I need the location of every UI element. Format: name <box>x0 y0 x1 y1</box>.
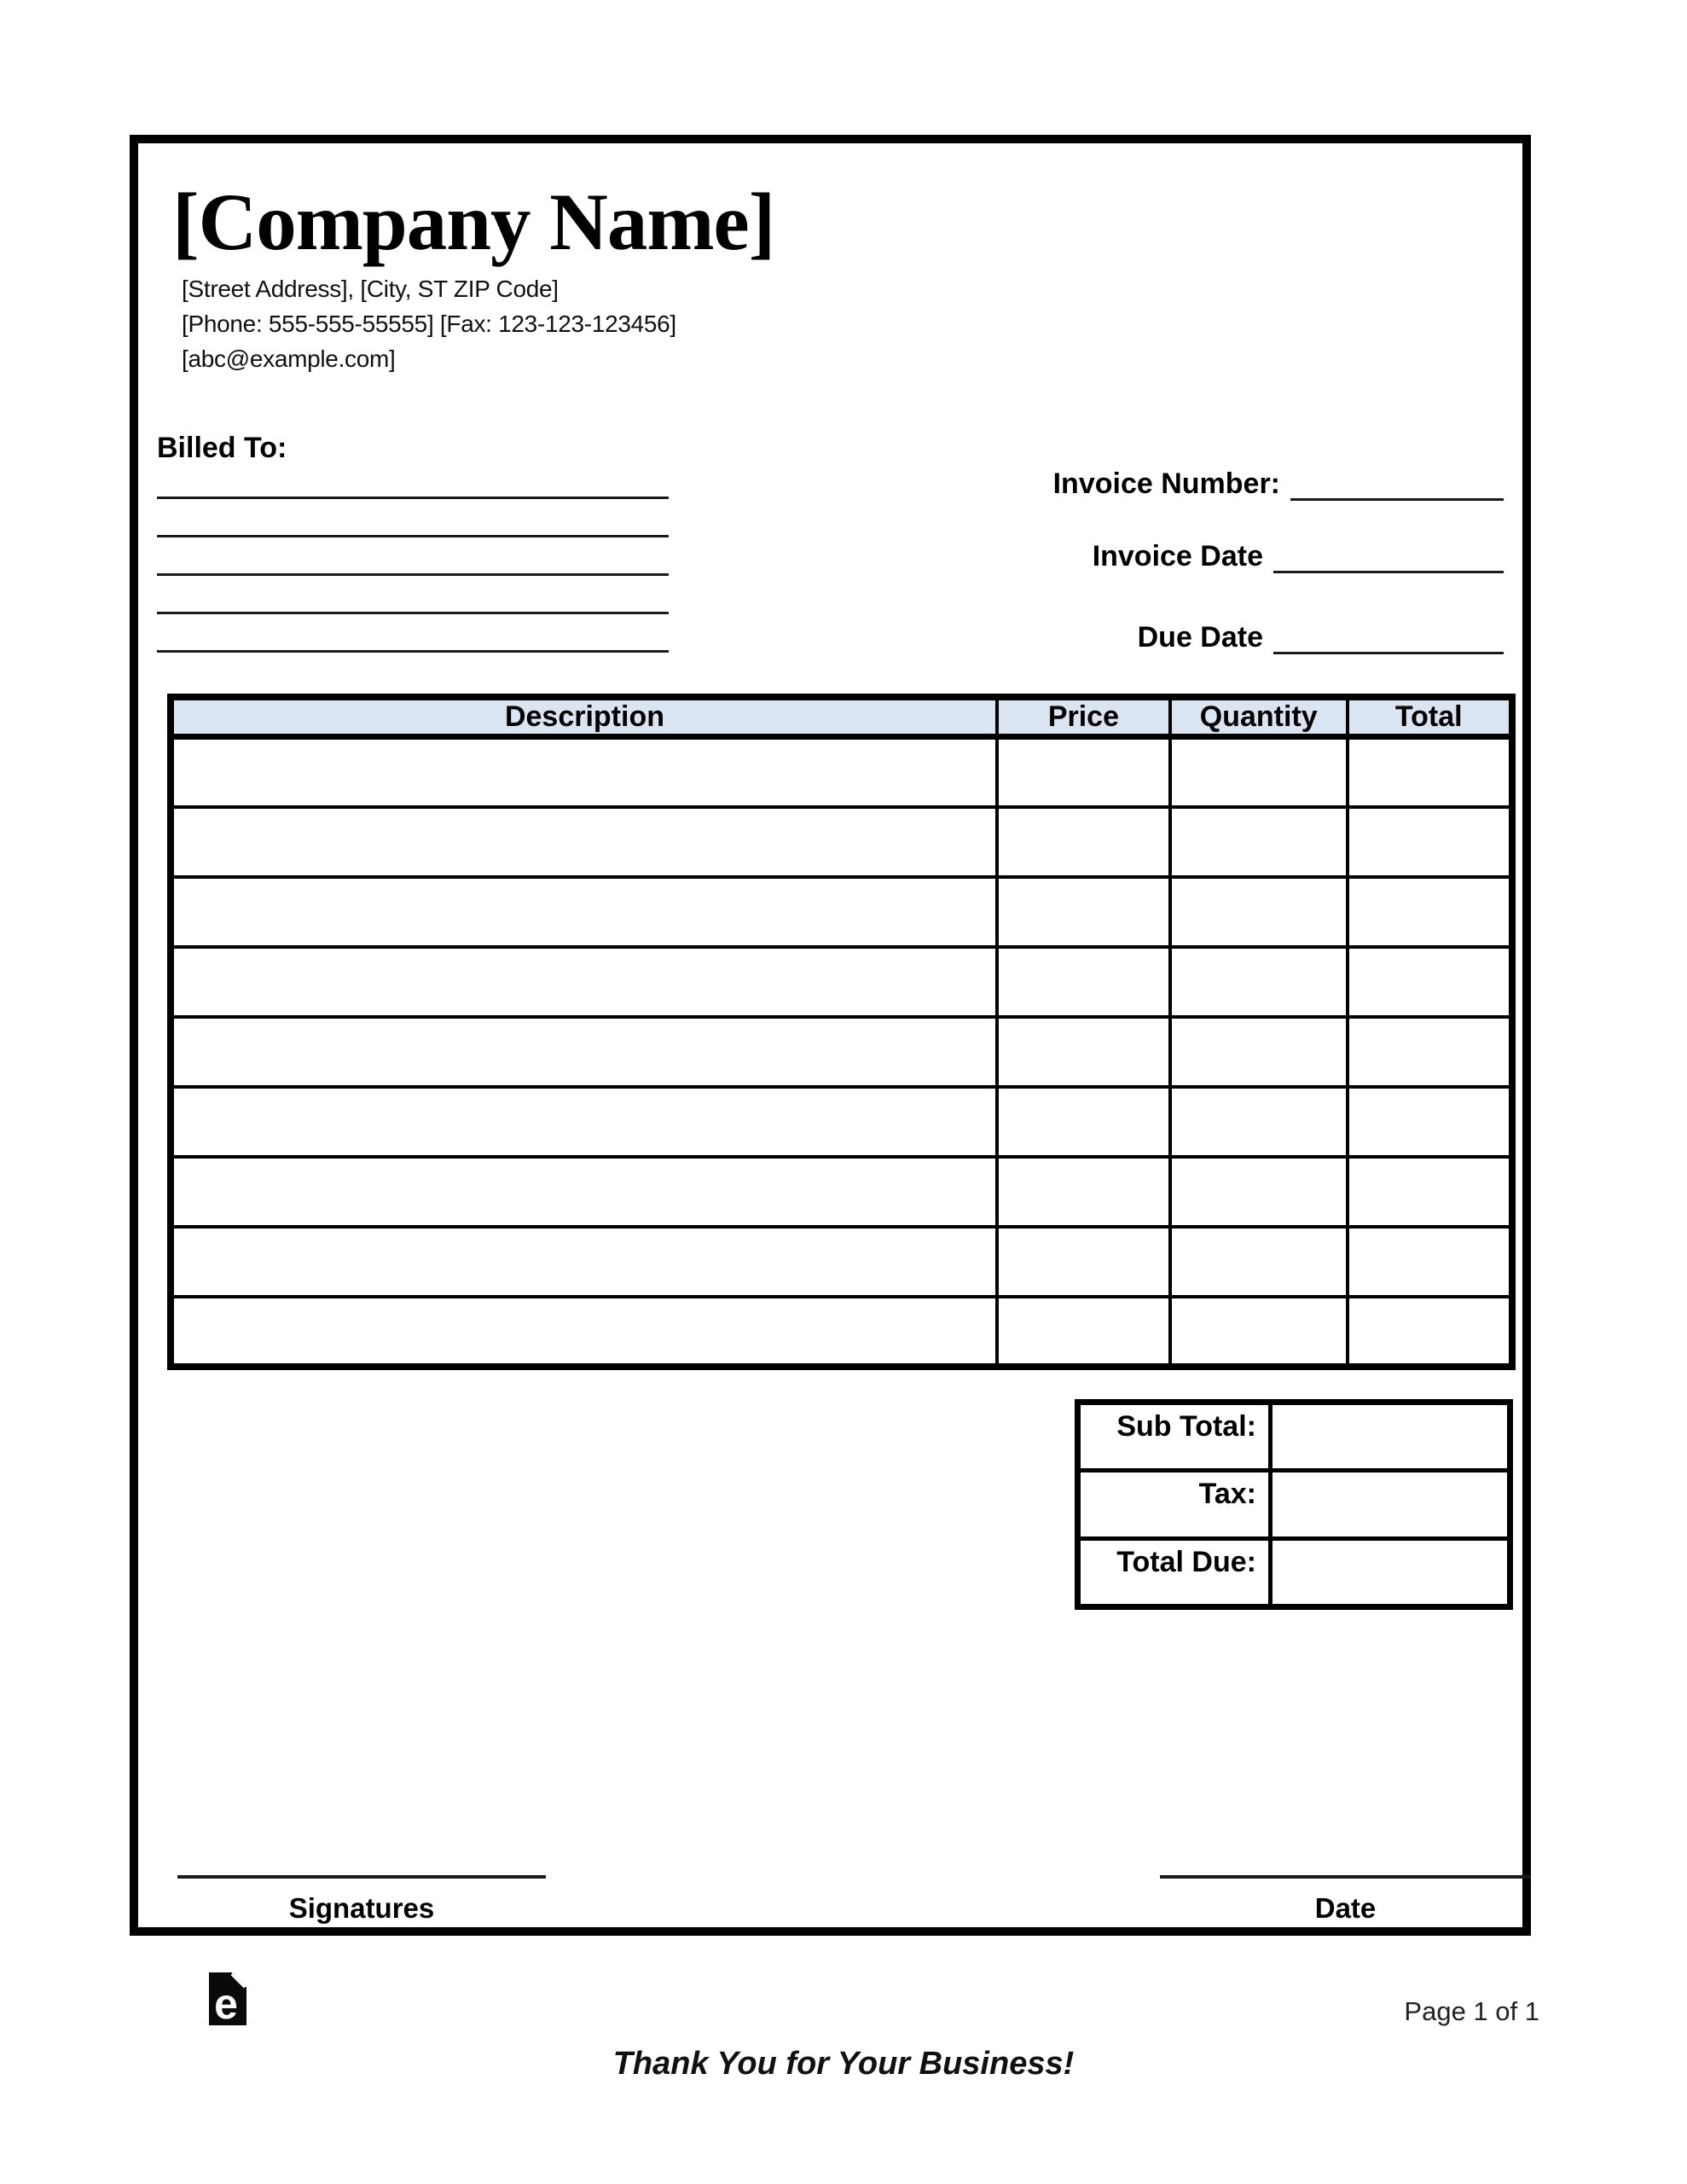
total-due-label: Total Due: <box>1078 1539 1271 1607</box>
item-cell-description[interactable] <box>171 1157 997 1227</box>
billed-to-blank-line[interactable] <box>157 614 669 653</box>
item-cell-quantity[interactable] <box>1170 1227 1348 1297</box>
item-cell-price[interactable] <box>997 1087 1170 1157</box>
column-header-quantity: Quantity <box>1170 697 1348 737</box>
item-cell-total[interactable] <box>1348 877 1513 947</box>
item-cell-price[interactable] <box>997 877 1170 947</box>
invoice-date-label: Invoice Date <box>1092 540 1263 572</box>
thank-you-message: Thank You for Your Business! <box>612 2046 1075 2082</box>
item-cell-quantity[interactable] <box>1170 1017 1348 1087</box>
item-cell-description[interactable] <box>171 807 997 877</box>
date-label: Date <box>1314 1892 1377 1924</box>
item-cell-price[interactable] <box>997 1017 1170 1087</box>
page-border <box>130 135 1531 1936</box>
billed-to-label: Billed To: <box>157 432 287 464</box>
item-cell-total[interactable] <box>1348 1017 1513 1087</box>
date-block <box>1160 1875 1531 1925</box>
column-header-description: Description <box>171 697 997 737</box>
table-row <box>171 1017 1512 1087</box>
tax-row <box>1078 1471 1510 1539</box>
item-cell-total[interactable] <box>1348 1087 1513 1157</box>
page-number: Page 1 of 1 <box>1404 1996 1539 2026</box>
signature-blank-line[interactable] <box>177 1875 546 1879</box>
item-cell-description[interactable] <box>171 737 997 807</box>
table-row <box>171 1157 1512 1227</box>
item-cell-total[interactable] <box>1348 947 1513 1017</box>
address-line-1: [Street Address], [City, ST ZIP Code] <box>182 276 559 302</box>
subtotal-row <box>1078 1403 1510 1471</box>
address-line-2: [Phone: 555-555-55555] [Fax: 123-123-123456] <box>182 311 676 337</box>
item-cell-total[interactable] <box>1348 1227 1513 1297</box>
item-cell-price[interactable] <box>997 1297 1170 1367</box>
item-cell-description[interactable] <box>171 1017 997 1087</box>
date-blank-line[interactable] <box>1160 1875 1531 1879</box>
item-cell-total[interactable] <box>1348 1297 1513 1367</box>
billed-to-blank-line[interactable] <box>157 576 669 614</box>
totals-table <box>1075 1399 1513 1610</box>
invoice-date-row <box>1093 534 1504 573</box>
line-items-table <box>167 694 1516 1370</box>
item-cell-quantity[interactable] <box>1170 737 1348 807</box>
billed-to-blank-line[interactable] <box>157 537 669 576</box>
eforms-logo-icon <box>209 1972 246 2025</box>
table-row <box>171 877 1512 947</box>
item-cell-description[interactable] <box>171 1297 997 1367</box>
invoice-date-blank-line[interactable] <box>1273 561 1504 573</box>
item-cell-quantity[interactable] <box>1170 807 1348 877</box>
billed-to-blank-line[interactable] <box>157 461 669 499</box>
item-cell-quantity[interactable] <box>1170 947 1348 1017</box>
tax-value-cell[interactable] <box>1271 1471 1510 1539</box>
due-date-blank-line[interactable] <box>1273 642 1504 654</box>
item-cell-total[interactable] <box>1348 807 1513 877</box>
subtotal-value-cell[interactable] <box>1271 1403 1510 1471</box>
column-header-price: Price <box>997 697 1170 737</box>
item-cell-price[interactable] <box>997 737 1170 807</box>
table-row <box>171 1087 1512 1157</box>
item-cell-quantity[interactable] <box>1170 877 1348 947</box>
table-row <box>171 947 1512 1017</box>
table-row <box>171 1297 1512 1367</box>
invoice-number-label: Invoice Number: <box>1052 468 1280 500</box>
total-due-row <box>1078 1539 1510 1607</box>
due-date-row <box>1138 615 1504 654</box>
item-cell-description[interactable] <box>171 877 997 947</box>
column-header-total: Total <box>1348 697 1513 737</box>
logo-letter: e <box>214 1980 238 2025</box>
item-cell-total[interactable] <box>1348 737 1513 807</box>
company-address <box>182 271 676 376</box>
item-cell-description[interactable] <box>171 1227 997 1297</box>
signature-block <box>177 1875 546 1925</box>
subtotal-label: Sub Total: <box>1078 1403 1271 1471</box>
item-cell-price[interactable] <box>997 807 1170 877</box>
item-cell-total[interactable] <box>1348 1157 1513 1227</box>
billed-to-blank-line[interactable] <box>157 499 669 537</box>
item-cell-quantity[interactable] <box>1170 1087 1348 1157</box>
item-cell-quantity[interactable] <box>1170 1157 1348 1227</box>
item-cell-price[interactable] <box>997 947 1170 1017</box>
item-cell-description[interactable] <box>171 1087 997 1157</box>
billed-to-lines <box>157 461 669 653</box>
table-row <box>171 1227 1512 1297</box>
table-row <box>171 737 1512 807</box>
invoice-number-row <box>1053 462 1504 501</box>
item-cell-quantity[interactable] <box>1170 1297 1348 1367</box>
total-due-value-cell[interactable] <box>1271 1539 1510 1607</box>
tax-label: Tax: <box>1078 1471 1271 1539</box>
item-cell-price[interactable] <box>997 1157 1170 1227</box>
signature-label: Signatures <box>288 1892 435 1924</box>
item-cell-price[interactable] <box>997 1227 1170 1297</box>
table-row <box>171 807 1512 877</box>
address-line-3: [abc@example.com] <box>182 346 396 372</box>
due-date-label: Due Date <box>1137 621 1263 653</box>
invoice-number-blank-line[interactable] <box>1290 489 1504 501</box>
table-header-row <box>171 697 1512 737</box>
item-cell-description[interactable] <box>171 947 997 1017</box>
company-name: [Company Name] <box>172 177 775 267</box>
